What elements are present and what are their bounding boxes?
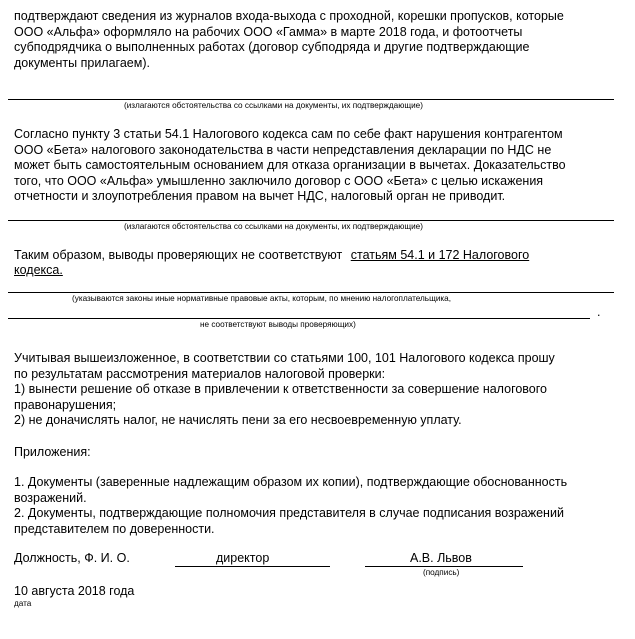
underline-rule xyxy=(8,318,590,319)
signature-underline xyxy=(365,566,523,567)
argument-paragraph xyxy=(14,127,610,205)
intro-line: ООО «Альфа» оформляло на рабочих ООО «Гамма» в марте 2018 года, и фотоотчеты xyxy=(14,24,523,39)
attachment-line: 1. Документы (заверенные надлежащим образом их копии), подтверждающие обоснованность xyxy=(14,475,568,489)
attachments-list xyxy=(14,475,610,537)
attachment-line: возражений. xyxy=(14,490,87,505)
attachment-line: представителем по доверенности. xyxy=(14,521,215,536)
caption-circumstances: (излагаются обстоятельства со ссылками на документы, их подтверждающие) xyxy=(124,101,423,110)
signature-name: А.В. Львов xyxy=(410,551,472,565)
attachments-heading: Приложения: xyxy=(14,445,91,459)
conclusion-laws-line-2: кодекса. xyxy=(14,263,63,277)
line-end-dot: . xyxy=(597,305,601,319)
signature-label: Должность, Ф. И. О. xyxy=(14,551,130,565)
intro-line: субподрядчика о выполненных работах (договор субподряда и другие подтверждающие xyxy=(14,40,530,55)
intro-paragraph xyxy=(14,9,610,71)
request-line: Учитывая вышеизложенное, в соответствии со статьями 100, 101 Налогового кодекса прошу xyxy=(14,351,555,365)
attachment-line: 2. Документы, подтверждающие полномочия представителя в случае подписания возражений xyxy=(14,506,564,521)
underline-rule xyxy=(8,292,614,293)
conclusion-laws: статьям 54.1 и 172 Налогового xyxy=(350,248,530,262)
argument-line: ООО «Бета» налогового законодательства в части непредставления декларации по НДС не xyxy=(14,142,552,157)
caption-circumstances-2: (излагаются обстоятельства со ссылками на документы, их подтверждающие) xyxy=(124,222,423,231)
request-line: 1) вынести решение об отказе в привлечении к ответственности за совершение налогового xyxy=(14,382,547,397)
argument-line: того, что ООО «Альфа» умышленно заключило договор с ООО «Бета» с целью искажения xyxy=(14,173,544,188)
date-caption: дата xyxy=(14,599,32,608)
conclusion-prefix: Таким образом, выводы проверяющих не соответствуют xyxy=(14,248,343,262)
underline-rule xyxy=(8,99,614,100)
signature-caption: (подпись) xyxy=(423,568,460,577)
request-paragraph xyxy=(14,351,610,429)
intro-line: документы прилагаем). xyxy=(14,55,150,70)
position-underline xyxy=(175,566,330,567)
date-value: 10 августа 2018 года xyxy=(14,584,135,598)
argument-line: может быть самостоятельным основанием для отказа организации в вычетах. Доказательство xyxy=(14,158,566,173)
request-line: 2) не доначислять налог, не начислять пени за его несвоевременную уплату. xyxy=(14,413,462,428)
signature-position: директор xyxy=(216,551,270,565)
argument-line: отчетности и злоупотребления правом на вычет НДС, налоговый орган не приводит. xyxy=(14,189,506,204)
request-line: по результатам рассмотрения материалов налоговой проверки: xyxy=(14,366,386,381)
conclusion-line-1 xyxy=(14,248,529,263)
caption-laws-1: (указываются законы иные нормативные правовые акты, которым, по мнению налогоплательщика, xyxy=(72,294,451,303)
intro-line: подтверждают сведения из журналов входа-выхода с проходной, корешки пропусков, которые xyxy=(14,9,564,23)
argument-line: Согласно пункту 3 статьи 54.1 Налогового кодекса сам по себе факт нарушения контрагентом xyxy=(14,127,563,141)
caption-laws-2: не соответствуют выводы проверяющих) xyxy=(200,320,356,329)
request-line: правонарушения; xyxy=(14,397,117,412)
underline-rule xyxy=(8,220,614,221)
